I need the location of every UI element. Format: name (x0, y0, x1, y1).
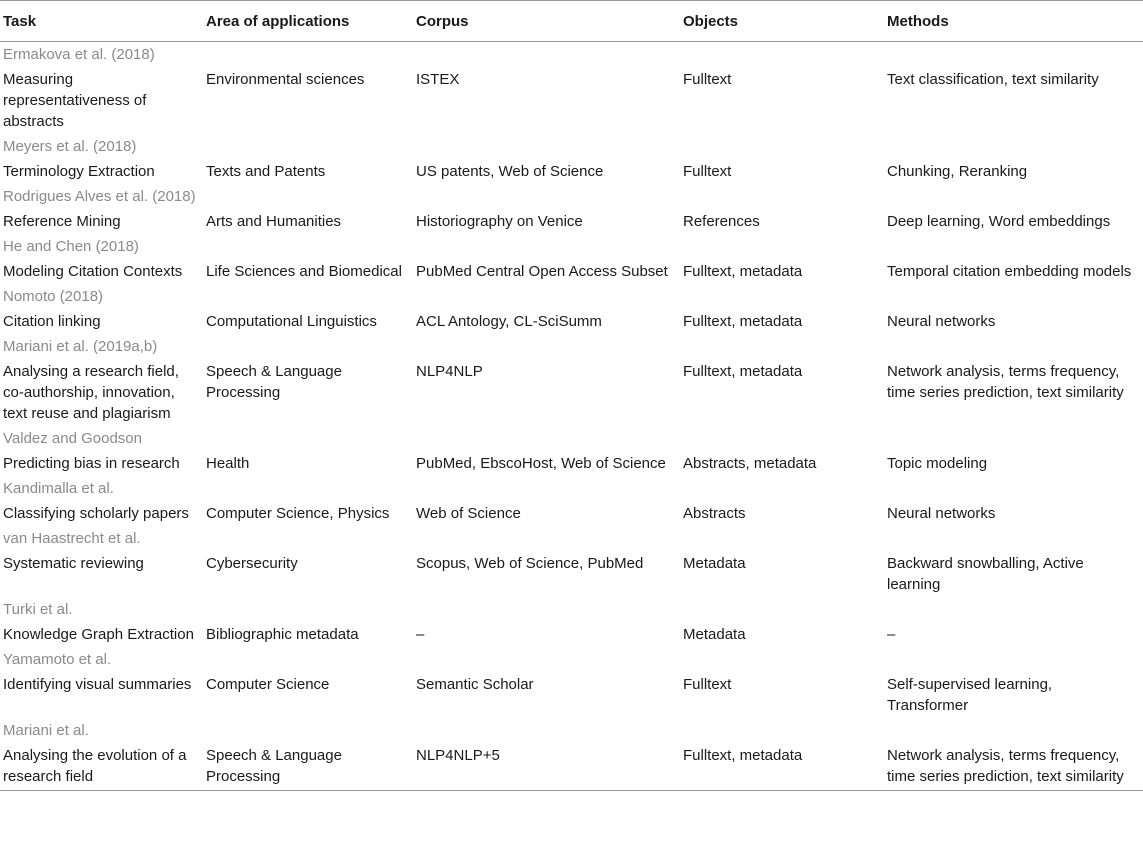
objects-cell: Fulltext, metadata (683, 263, 803, 280)
area-cell: Texts and Patents (206, 163, 326, 180)
area-cell: Speech & Language Processing (206, 363, 342, 401)
methods-cell: Text classification, text similarity (887, 71, 1099, 88)
task-cell: Terminology Extraction (3, 163, 155, 180)
table-row (0, 67, 1143, 134)
table-header (0, 1, 1143, 42)
table-row (0, 209, 1143, 234)
objects-cell: Fulltext (683, 676, 732, 693)
reference-row (0, 476, 1143, 501)
corpus-cell: Scopus, Web of Science, PubMed (416, 555, 644, 572)
corpus-cell: Semantic Scholar (416, 676, 534, 693)
task-cell: Citation linking (3, 313, 101, 330)
methods-cell: Temporal citation embedding models (887, 263, 1132, 280)
methods-cell: – (887, 626, 896, 643)
column-header-objects: Objects (680, 1, 884, 42)
table-row (0, 672, 1143, 718)
methods-cell: Deep learning, Word embeddings (887, 213, 1111, 230)
methods-cell: Neural networks (887, 313, 996, 330)
reference-row (0, 284, 1143, 309)
area-cell: Computer Science, Physics (206, 505, 390, 522)
reference-row (0, 234, 1143, 259)
task-cell: Analysing a research field, co-authorship, innovation, text reuse and plagiarism (3, 363, 179, 422)
corpus-cell: ISTEX (416, 71, 460, 88)
objects-cell: Abstracts (683, 505, 746, 522)
reference-row (0, 134, 1143, 159)
task-cell: Predicting bias in research (3, 455, 180, 472)
reference-row (0, 597, 1143, 622)
methods-cell: Self-supervised learning, Transformer (887, 676, 1053, 714)
table-body (0, 42, 1143, 791)
reference-citation: Rodrigues Alves et al. (2018) (3, 188, 196, 205)
reference-row (0, 526, 1143, 551)
reference-row (0, 718, 1143, 743)
reference-citation: Nomoto (2018) (3, 288, 104, 305)
task-cell: Analysing the evolution of a research field (0, 743, 203, 791)
reference-citation: Kandimalla et al. (3, 480, 114, 497)
task-cell: Reference Mining (3, 213, 121, 230)
task-cell: Systematic reviewing (3, 555, 144, 572)
objects-cell: Fulltext, metadata (683, 363, 803, 380)
area-cell: Speech & Language Processing (203, 743, 413, 791)
task-cell: Identifying visual summaries (3, 676, 192, 693)
corpus-cell: NLP4NLP (416, 363, 483, 380)
corpus-cell: ACL Antology, CL-SciSumm (416, 313, 602, 330)
methods-cell: Topic modeling (887, 455, 988, 472)
corpus-cell: Web of Science (416, 505, 521, 522)
table-row (0, 743, 1143, 791)
area-cell: Environmental sciences (206, 71, 365, 88)
corpus-cell: US patents, Web of Science (416, 163, 604, 180)
table-row (0, 451, 1143, 476)
corpus-cell: PubMed Central Open Access Subset (416, 263, 668, 280)
reference-row (0, 42, 1143, 68)
objects-cell: References (683, 213, 760, 230)
reference-row (0, 426, 1143, 451)
reference-citation: Turki et al. (3, 601, 73, 618)
objects-cell: Metadata (683, 626, 746, 643)
area-cell: Bibliographic metadata (206, 626, 359, 643)
objects-cell: Fulltext, metadata (683, 313, 803, 330)
column-header-methods: Methods (884, 1, 1143, 42)
reference-row (0, 647, 1143, 672)
table-row (0, 622, 1143, 647)
task-cell: Measuring representativeness of abstracts (3, 71, 147, 130)
objects-cell: Abstracts, metadata (683, 455, 817, 472)
methods-cell: Network analysis, terms frequency, time series prediction, text similarity (887, 363, 1124, 401)
task-cell: Knowledge Graph Extraction (3, 626, 194, 643)
task-cell: Classifying scholarly papers (3, 505, 189, 522)
reference-citation: He and Chen (2018) (3, 238, 139, 255)
area-cell: Cybersecurity (206, 555, 298, 572)
methods-cell: Neural networks (887, 505, 996, 522)
objects-cell: Fulltext (683, 71, 732, 88)
reference-row (0, 334, 1143, 359)
methods-cell: Network analysis, terms frequency, time series prediction, text similarity (884, 743, 1143, 791)
table-row (0, 551, 1143, 597)
table-row (0, 159, 1143, 184)
reference-citation: Valdez and Goodson (3, 430, 142, 447)
objects-cell: Metadata (683, 555, 746, 572)
reference-citation: Ermakova et al. (2018) (3, 46, 155, 63)
area-cell: Computational Linguistics (206, 313, 377, 330)
objects-cell: Fulltext, metadata (680, 743, 884, 791)
corpus-cell: Historiography on Venice (416, 213, 583, 230)
table-row (0, 259, 1143, 284)
methods-cell: Chunking, Reranking (887, 163, 1028, 180)
column-header-task: Task (0, 1, 203, 42)
reference-citation: Mariani et al. (3, 722, 89, 739)
table-row (0, 309, 1143, 334)
corpus-cell: – (416, 626, 425, 643)
reference-row (0, 184, 1143, 209)
area-cell: Computer Science (206, 676, 330, 693)
header-row (0, 1, 1143, 42)
column-header-area: Area of applications (203, 1, 413, 42)
reference-citation: van Haastrecht et al. (3, 530, 141, 547)
corpus-cell: PubMed, EbscoHost, Web of Science (416, 455, 666, 472)
area-cell: Health (206, 455, 250, 472)
column-header-corpus: Corpus (413, 1, 680, 42)
reference-citation: Meyers et al. (2018) (3, 138, 137, 155)
area-cell: Arts and Humanities (206, 213, 342, 230)
corpus-cell: NLP4NLP+5 (413, 743, 680, 791)
area-cell: Life Sciences and Biomedical (206, 263, 402, 280)
methods-cell: Backward snowballing, Active learning (887, 555, 1084, 593)
reference-citation: Mariani et al. (2019a,b) (3, 338, 158, 355)
table-row (0, 501, 1143, 526)
objects-cell: Fulltext (683, 163, 732, 180)
task-cell: Modeling Citation Contexts (3, 263, 183, 280)
table-row (0, 359, 1143, 426)
reference-citation: Yamamoto et al. (3, 651, 112, 668)
